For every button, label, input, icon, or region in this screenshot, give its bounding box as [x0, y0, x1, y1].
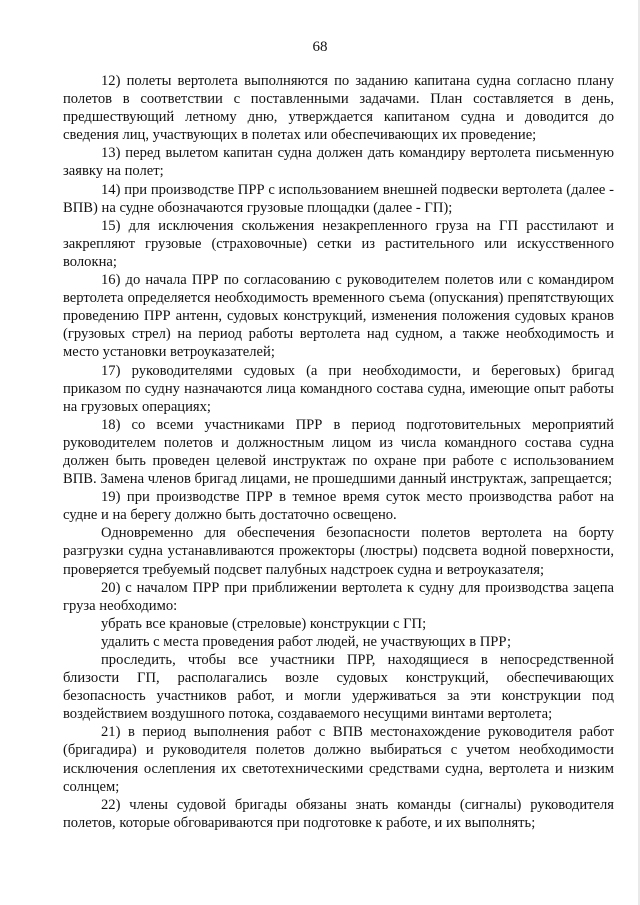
- paragraph-item-18: 18) со всеми участниками ПРР в период подготовительных мероприятий руководителем полетов и должностным лицом из числа командного состава судна должен быть проведен целевой инструктаж по охране при работе с использованием ВПВ. Замена членов бригад лицами, не прошедшими данный инструктаж, запрещается;: [63, 416, 614, 488]
- paragraph-item-16: 16) до начала ПРР по согласованию с руководителем полетов или с командиром вертолета определяется необходимость временного съема (опускания) препятствующих проведению ПРР антенн, судовых конструкций, изменения положения судовых кранов (грузовых стрел) на период работы вертолета над судном, а также необходимость и место установки ветроуказателей;: [63, 272, 614, 361]
- paragraph-item-15: 15) для исключения скольжения незакрепленного груза на ГП расстилают и закрепляют грузовые (страховочные) сетки из растительного или искусственного волокна;: [63, 217, 614, 270]
- document-body: [63, 72, 614, 832]
- paragraph-lighting-note: Одновременно для обеспечения безопасности полетов вертолета на борту разгрузки судна устанавливаются прожекторы (люстры) подсвета водной поверхности, проверяется требуемый подсвет палубных надстроек судна и ветроуказателя;: [63, 525, 614, 578]
- paragraph-subitem-position-participants: проследить, чтобы все участники ПРР, находящиеся в непосредственной близости ГП, располагались возле судовых конструкций, обеспечивающих безопасность участников работ, и могли удерживаться за эти конструкции под воздействием воздушного потока, создаваемого несущими винтами вертолета;: [63, 652, 614, 723]
- paragraph-item-17: 17) руководителями судовых (а при необходимости, и береговых) бригад приказом по судну назначаются лица командного состава судна, имеющие опыт работы на грузовых операциях;: [63, 362, 614, 415]
- paragraph-subitem-remove-people: удалить с места проведения работ людей, не участвующих в ПРР;: [101, 633, 512, 650]
- paragraph-item-19: 19) при производстве ПРР в темное время суток место производства работ на судне и на берегу должно быть достаточно освещено.: [63, 489, 614, 524]
- paragraph-item-14: 14) при производстве ПРР с использованием внешней подвески вертолета (далее - ВПВ) на судне обозначаются грузовые площадки (далее - ГП);: [63, 181, 614, 216]
- paragraph-item-21: 21) в период выполнения работ с ВПВ местонахождение руководителя работ (бригадира) и руководителя полетов должно выбираться с учетом необходимости исключения ослепления их светотехническими средствами судна, вертолета и низким солнцем;: [63, 724, 614, 795]
- page-number: 68: [312, 39, 328, 55]
- paragraph-subitem-remove-cranes: убрать все крановые (стреловые) конструкции с ГП;: [101, 615, 427, 632]
- paragraph-item-20: 20) с началом ПРР при приближении вертолета к судну для производства зацепа груза необходимо:: [63, 579, 614, 614]
- paragraph-item-12: 12) полеты вертолета выполняются по заданию капитана судна согласно плану полетов в соответствии с поставленными задачами. План составляется в день, предшествующий летному дню, утверждается капитаном судна и доводится до сведения лиц, участвующих в полетах или обеспечивающих их проведение;: [63, 73, 614, 144]
- paragraph-item-13: 13) перед вылетом капитан судна должен дать командиру вертолета письменную заявку на полет;: [63, 145, 614, 180]
- paragraph-item-22: 22) члены судовой бригады обязаны знать команды (сигналы) руководителя полетов, которые обговариваются при подготовке к работе, и их выполнять;: [63, 796, 614, 831]
